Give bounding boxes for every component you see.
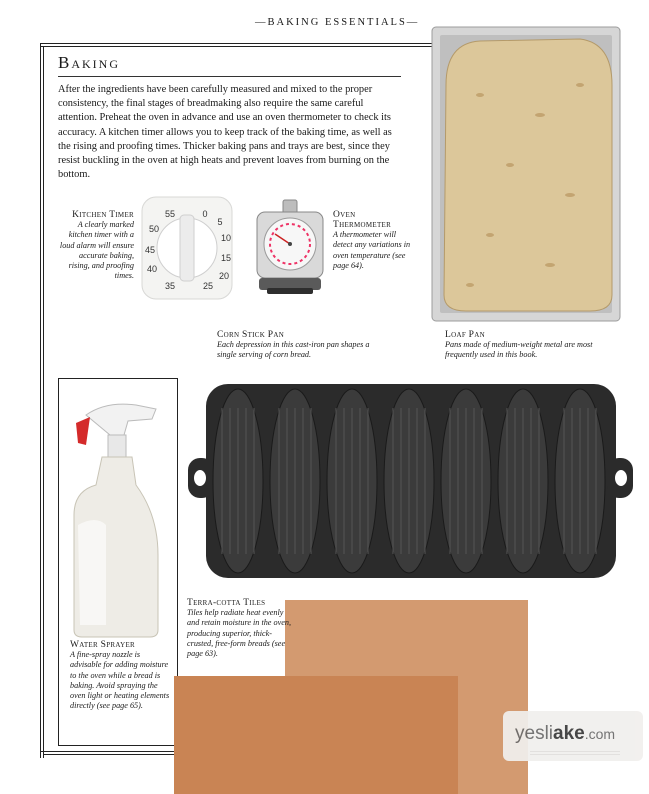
frame-line: [40, 43, 41, 758]
water-sprayer-image: [66, 395, 166, 640]
corn-stick-pan-title: Corn Stick Pan: [217, 330, 285, 340]
frame-line: [40, 751, 175, 752]
kitchen-timer-title: Kitchen Timer: [72, 210, 134, 220]
dial-number: 25: [202, 281, 214, 291]
water-sprayer-title: Water Sprayer: [70, 640, 135, 650]
frame-line: [40, 43, 440, 44]
frame-line: [43, 46, 44, 758]
oven-thermometer-image: [253, 198, 327, 296]
watermark: [503, 711, 643, 761]
loaf-pan-image: [430, 25, 622, 323]
dial-number: 0: [202, 209, 208, 219]
terracotta-tiles-title: Terra-cotta Tiles: [187, 598, 266, 608]
water-sprayer-caption: [70, 640, 170, 712]
section-header: —BAKING ESSENTIALS—: [255, 17, 420, 28]
corn-stick-pan-caption: [217, 330, 387, 361]
frame-line: [43, 754, 175, 755]
water-sprayer-text: A fine-spray nozzle is advisable for adding moisture to the oven while a bread is baking. Avoid spraying the oven light or heating elements directly (see page 65).: [70, 650, 170, 711]
dial-number: 10: [220, 233, 232, 243]
intro-paragraph: After the ingredients have been carefully measured and mixed to the proper consistency, the final stages of breadmaking also require the same careful attention. Preheat the oven in advance and use an oven thermometer to check its accuracy. A kitchen timer allows you to keep track of the baking time, as well as the rising and proofing times. Thicker baking pans and trays are best, since they resist buckling in the oven at high heats and prevent loaves from burning on the bottom.: [58, 84, 392, 181]
dial-number: 20: [218, 271, 230, 281]
terracotta-tile-front: [174, 676, 458, 794]
dial-number: 40: [146, 264, 158, 274]
dial-number: 35: [164, 281, 176, 291]
kitchen-timer-text: A clearly marked kitchen timer with a loud alarm will ensure accurate baking, rising, and proofing times.: [59, 220, 134, 281]
title-rule: [58, 76, 401, 77]
page-title: Baking: [58, 53, 120, 72]
watermark-text: .com: [584, 726, 616, 742]
watermark-text: yesli: [515, 723, 554, 744]
loaf-pan-title: Loaf Pan: [445, 330, 485, 340]
dial-number: 55: [164, 209, 176, 219]
terracotta-tiles-caption: [187, 598, 292, 659]
dial-number: 45: [144, 245, 156, 255]
oven-thermometer-title: Oven Thermometer: [333, 210, 392, 230]
dial-number: 5: [217, 217, 223, 227]
oven-thermometer-text: A thermometer will detect any variations in oven temperature (see page 64).: [333, 230, 411, 270]
loaf-pan-text: Pans made of medium-weight metal are most frequently used in this book.: [445, 340, 593, 360]
corn-stick-pan-text: Each depression in this cast-iron pan shapes a single serving of corn bread.: [217, 340, 370, 360]
kitchen-timer-image: [140, 195, 234, 301]
dial-number: 15: [220, 253, 232, 263]
corn-stick-pan-image: [188, 378, 633, 584]
frame-line: [40, 46, 440, 47]
oven-thermometer-caption: [333, 210, 413, 271]
terracotta-tiles-text: Tiles help radiate heat evenly and retain moisture in the oven, producing superior, thick-crusted, free-form breads (see page 63).: [187, 608, 291, 659]
loaf-pan-caption: [445, 330, 595, 361]
dial-number: 50: [148, 224, 160, 234]
kitchen-timer-caption: [58, 210, 134, 282]
watermark-text: ake: [553, 723, 585, 744]
